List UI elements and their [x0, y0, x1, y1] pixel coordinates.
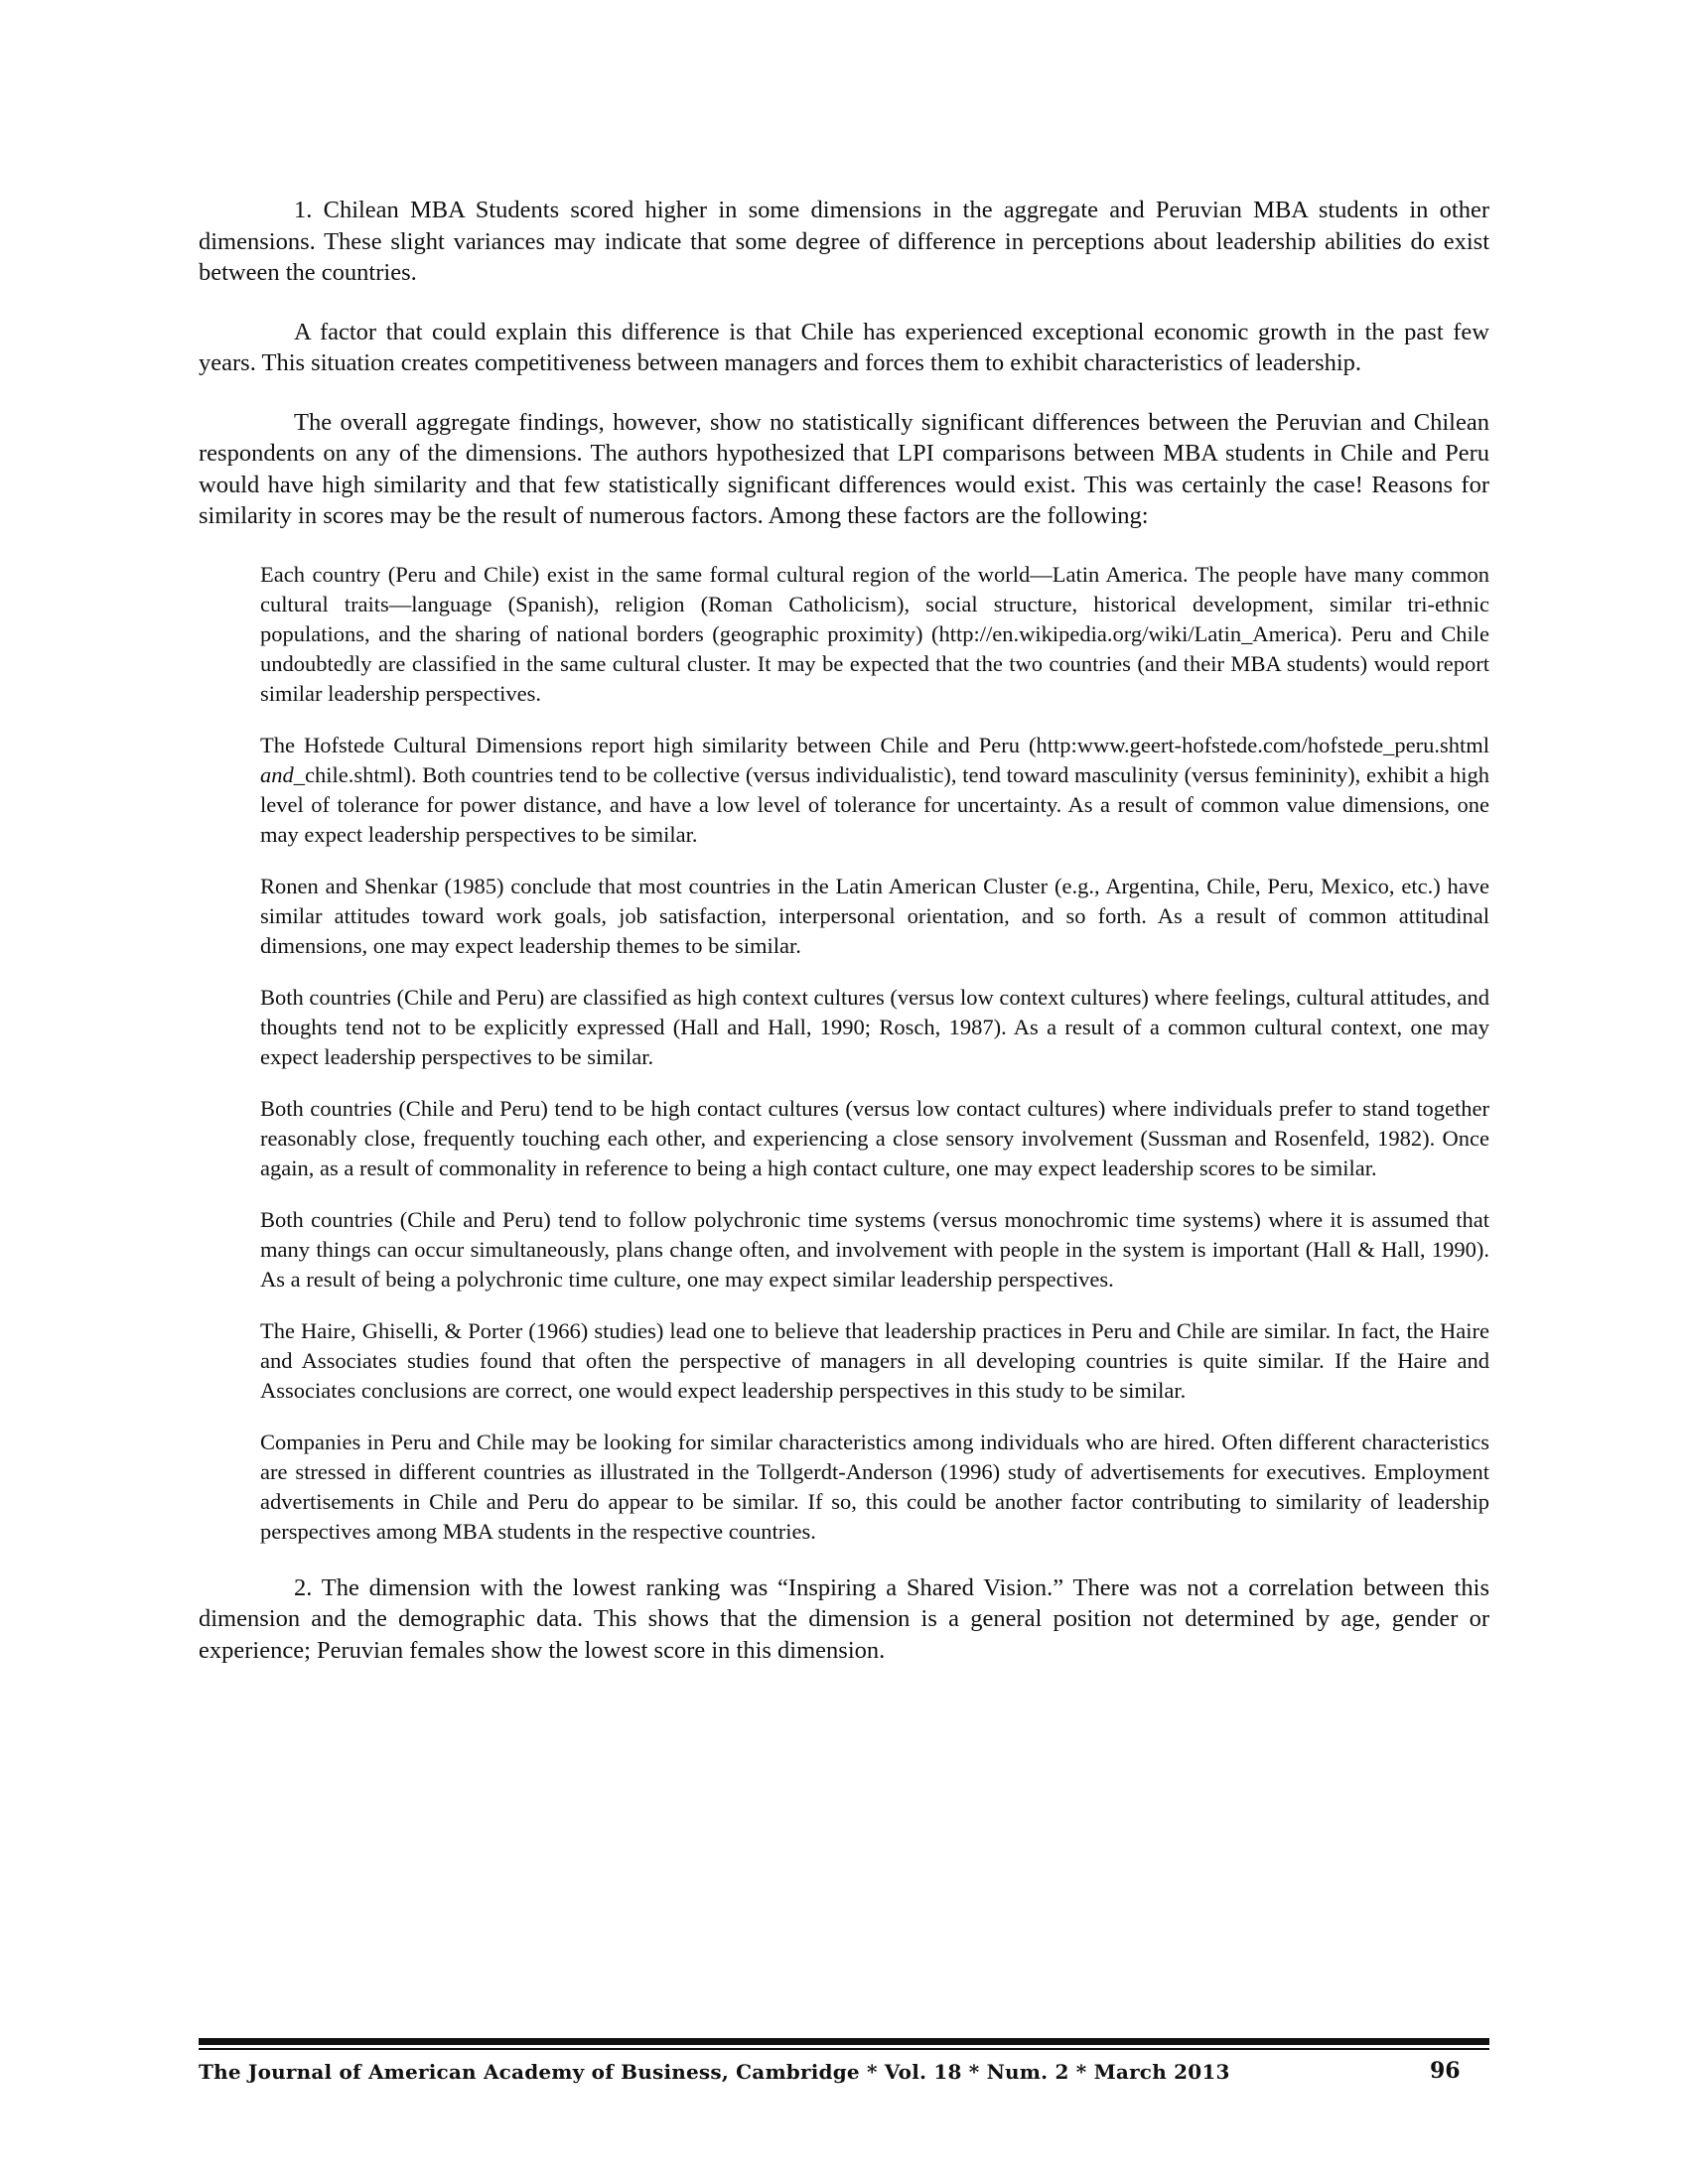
- body-paragraph-4: 2. The dimension with the lowest ranking was “Inspiring a Shared Vision.” There was not a correlation between this dimension and the demographic data. This shows that the dimension is a general position not determined by age, gender or experience; Peruvian females show the lowest score in this dimension.: [199, 1573, 1489, 1664]
- footer-rule-thin: [199, 2048, 1489, 2050]
- body-paragraph-1: 1. Chilean MBA Students scored higher in some dimensions in the aggregate and Peruvian MBA students in other dimensions. These slight variances may indicate that some degree of difference in perceptions about leadership abilities do exist between the countries.: [199, 197, 1489, 286]
- factor-high-context: Both countries (Chile and Peru) are classified as high context cultures (versus low context cultures) where feelings, cultural attitudes, and thoughts tend not to be explicitly expressed (Hall and Hall, 1990; Rosch, 1987). As a result of a common cultural context, one may expect leadership perspectives to be similar.: [260, 984, 1489, 1069]
- factor-hofstede: [260, 731, 1489, 850]
- factor-haire: The Haire, Ghiselli, & Porter (1966) studies) lead one to believe that leadership practices in Peru and Chile are similar. In fact, the Haire and Associates studies found that often the perspective of managers in all developing countries is quite similar. If the Haire and Associates conclusions are correct, one would expect leadership perspectives in this study to be similar.: [260, 1317, 1489, 1403]
- footer-rule-thick: [199, 2038, 1489, 2045]
- body-paragraph-3: The overall aggregate findings, however, show no statistically significant differences between the Peruvian and Chilean respondents on any of the dimensions. The authors hypothesized that LPI comparisons between MBA students in Chile and Peru would have high similarity and that few statistically significant differences would exist. This was certainly the case! Reasons for similarity in scores may be the result of numerous factors. Among these factors are the following:: [199, 408, 1489, 529]
- factor-ronen-shenkar: Ronen and Shenkar (1985) conclude that most countries in the Latin American Cluster (e.g., Argentina, Chile, Peru, Mexico, etc.) have similar attitudes toward work goals, job satisfaction, interpersonal orientation, and so forth. As a result of common attitudinal dimensions, one may expect leadership themes to be similar.: [260, 873, 1489, 958]
- factor-hofstede-italic: and: [260, 761, 294, 787]
- factor-polychronic: Both countries (Chile and Peru) tend to follow polychronic time systems (versus monochromic time systems) where it is assumed that many things can occur simultaneously, plans change often, and involvement with people in the system is important (Hall & Hall, 1990). As a result of being a polychronic time culture, one may expect similar leadership perspectives.: [260, 1206, 1489, 1292]
- body-paragraph-2: A factor that could explain this difference is that Chile has experienced exceptional economic growth in the past few years. This situation creates competitiveness between managers and forces them to exhibit characteristics of leadership.: [199, 318, 1489, 376]
- factor-hofstede-text-1: The Hofstede Cultural Dimensions report high similarity between Chile and Peru (http:www.geert-hofstede.com/hofstede_peru.shtml: [260, 732, 1489, 757]
- factor-hiring: Companies in Peru and Chile may be looking for similar characteristics among individuals who are hired. Often different characteristics are stressed in different countries as illustrated in the Tollgerdt-Anderson (1996) study of advertisements for executives. Employment advertisements in Chile and Peru do appear to be similar. If so, this could be another factor contributing to similarity of leadership perspectives among MBA students in the respective countries.: [260, 1429, 1489, 1544]
- page-body: [199, 195, 1489, 1694]
- footer-journal-citation: The Journal of American Academy of Business, Cambridge * Vol. 18 * Num. 2 * March 2013: [199, 2060, 1230, 2084]
- factors-block-quote: [260, 560, 1489, 1547]
- page-number: 96: [1430, 2058, 1461, 2084]
- factor-high-contact: Both countries (Chile and Peru) tend to be high contact cultures (versus low contact cultures) where individuals prefer to stand together reasonably close, frequently touching each other, and experiencing a close sensory involvement (Sussman and Rosenfeld, 1982). Once again, as a result of commonality in reference to being a high contact culture, one may expect leadership scores to be similar.: [260, 1095, 1489, 1180]
- factor-latin-america: Each country (Peru and Chile) exist in the same formal cultural region of the world—Latin America. The people have many common cultural traits—language (Spanish), religion (Roman Catholicism), social structure, historical development, similar tri-ethnic populations, and the sharing of national borders (geographic proximity) (http://en.wikipedia.org/wiki/Latin_America). Peru and Chile undoubtedly are classified in the same cultural cluster. It may be expected that the two countries (and their MBA students) would report similar leadership perspectives.: [260, 561, 1489, 706]
- factor-hofstede-text-2: _chile.shtml). Both countries tend to be collective (versus individualistic), tend toward masculinity (versus femininity), exhibit a high level of tolerance for power distance, and have a low level of tolerance for uncertainty. As a result of common value dimensions, one may expect leadership perspectives to be similar.: [260, 761, 1489, 847]
